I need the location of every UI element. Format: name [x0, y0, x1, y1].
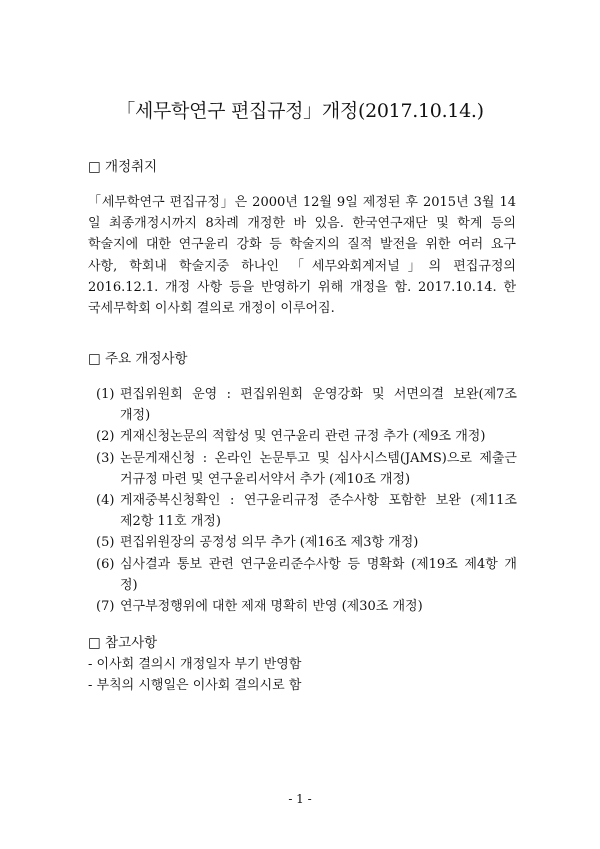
item-text: 연구부정행위에 대한 제재 명확히 반영 (제30조 개정)	[120, 598, 423, 614]
section-heading-purpose: □ 개정취지	[88, 159, 158, 175]
paragraph-line: 학술지에 대한 연구윤리 강화 등 학술지의 질적 발전을 위한 여러 요구	[88, 237, 516, 253]
item-number: (3)	[96, 450, 115, 466]
reference-line: - 부칙의 시행일은 이사회 결의시로 함	[88, 678, 302, 694]
item-text: 편집위원회 운영 : 편집위원회 운영강화 및 서면의결 보완(제7조	[120, 387, 517, 402]
list-item	[96, 554, 517, 596]
item-text: 논문게재신청 : 온라인 논문투고 및 심사시스템(JAMS)으로 제출근	[120, 450, 517, 466]
item-number: (4)	[96, 492, 115, 508]
changes-list	[96, 384, 517, 617]
list-item	[96, 384, 517, 426]
item-text: 게재신청논문의 적합성 및 연구윤리 관련 규정 추가 (제9조 개정)	[120, 429, 486, 445]
paragraph-line: 국세무학회 이사회 결의로 개정이 이루어짐.	[88, 300, 335, 316]
paragraph-line: 2016.12.1. 개정 사항 등을 반영하기 위해 개정을 함. 2017.10.14. 한	[88, 279, 516, 295]
document-title: 「세무학연구 편집규정」개정(2017.10.14.)	[116, 100, 484, 122]
item-text: 게재중복신청확인 : 연구윤리규정 준수사항 포함한 보완 (제11조	[120, 492, 517, 508]
item-text: 정)	[120, 577, 138, 593]
paragraph-line: 일 최종개정시까지 8차례 개정한 바 있음. 한국연구재단 및 학계 등의	[88, 216, 516, 232]
section-heading-changes: □ 주요 개정사항	[88, 351, 188, 367]
item-text: 심사결과 통보 관련 연구윤리준수사항 등 명확화 (제19조 제4항 개	[120, 556, 517, 572]
item-number: (7)	[96, 598, 115, 614]
list-item	[96, 490, 517, 532]
item-text: 개정)	[120, 408, 151, 424]
purpose-paragraph	[88, 192, 516, 319]
item-text: 거규정 마련 및 연구윤리서약서 추가 (제10조 개정)	[120, 471, 411, 487]
paragraph-line: 「세무학연구 편집규정」은 2000년 12월 9일 제정된 후 2015년 3월 14	[88, 195, 516, 210]
list-item	[96, 448, 517, 490]
reference-line: - 이사회 결의시 개정일자 부기 반영함	[88, 657, 302, 673]
item-number: (2)	[96, 429, 115, 445]
references-section	[88, 633, 301, 697]
list-item	[96, 596, 517, 617]
paragraph-line: 사항, 학회내 학술지중 하나인 「세무와회계저널」의 편집규정의	[88, 258, 516, 274]
page-number: - 1 -	[288, 792, 312, 806]
list-item	[96, 532, 517, 553]
section-heading-references: □ 참고사항	[88, 635, 158, 651]
item-number: (6)	[96, 556, 115, 572]
list-item	[96, 426, 517, 447]
item-number: (5)	[96, 535, 115, 551]
item-text: 편집위원장의 공정성 의무 추가 (제16조 제3항 개정)	[120, 535, 419, 551]
item-text: 제2항 11호 개정)	[120, 514, 221, 530]
item-number: (1)	[96, 387, 115, 402]
